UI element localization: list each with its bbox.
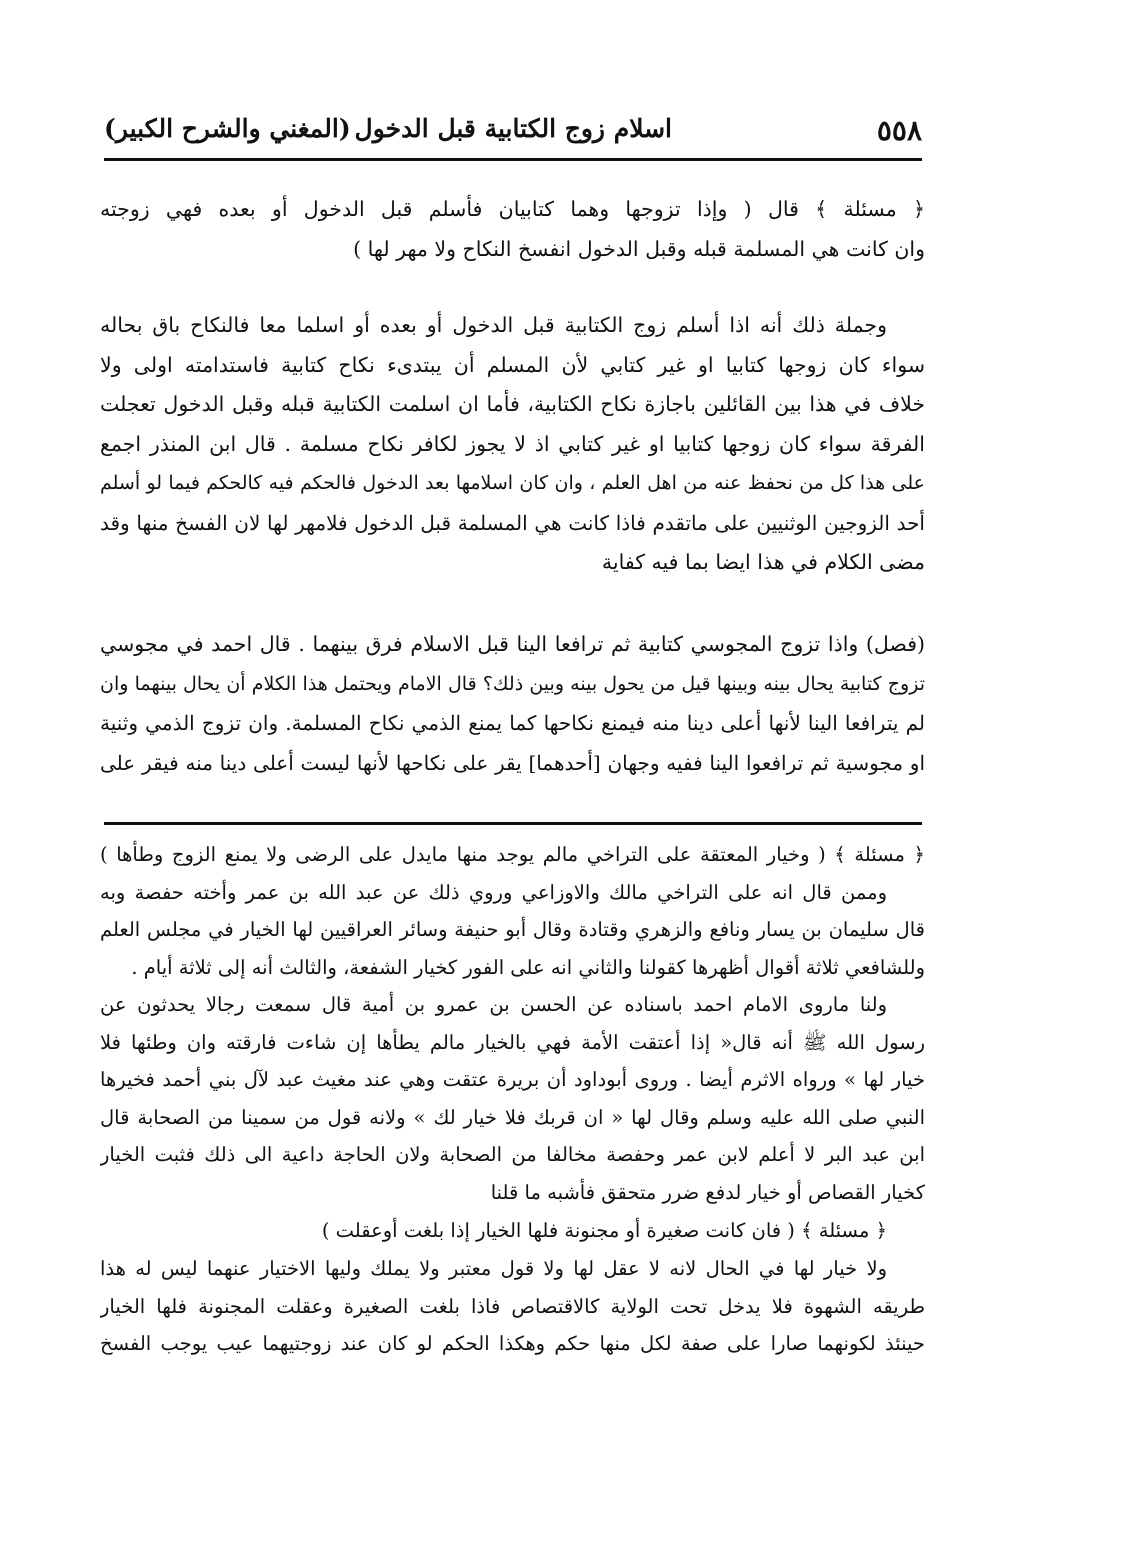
- text-line: تزوج كتابية يحال بينه وبينها قيل من يحول بينه وبين ذلك؟ قال الامام ويحتمل هذا الكلام أن يحال بينهما وان: [100, 672, 925, 695]
- page-header: [104, 112, 922, 162]
- footnote-rule: [104, 822, 922, 825]
- text-line: حينئذ لكونهما صارا على صفة لكل منها حكم وهكذا الحكم لو كان عند زوجتيهما عيب يوجب الفسخ: [100, 1332, 925, 1355]
- text-line: أحد الزوجين الوثنيين على ماتقدم فاذا كانت هي المسلمة قبل الدخول فلامهر لها لان الفسخ منها وقد: [100, 510, 925, 535]
- text-line: خيار لها » ورواه الاثرم أيضا . وروى أبوداود أن بريرة عتقت وهي عند مغيث عبد لآل بني أحمد فخيرها: [100, 1068, 925, 1091]
- text-line: خلاف في هذا بين القائلين باجازة نكاح الكتابية، فأما ان اسلمت الكتابية قبله وقبل الدخول تعجلت: [100, 392, 925, 416]
- page-number: ٥٥٨: [876, 114, 922, 147]
- text-line: النبي صلى الله عليه وسلم وقال لها « ان قربك فلا خيار لك » ولانه قول من سمينا من الصحابة قال: [100, 1105, 925, 1129]
- text-line: مضى الكلام في هذا ايضا بما فيه كفاية: [601, 550, 925, 574]
- text-line: على هذا كل من نحفظ عنه من اهل العلم ، وان كان اسلامها بعد الدخول فالحكم فيه كالحكم فيما لو أسلم: [100, 472, 925, 494]
- text-line: ﴿ مسئلة ﴾ ( وخيار المعتقة على التراخي مالم يوجد منها مايدل على الرضى ولا يمنع الزوج وطأها ): [100, 843, 925, 866]
- sharh-masala-2: [100, 1212, 925, 1250]
- running-title: اسلام زوج الكتابية قبل الدخول: [354, 114, 672, 143]
- text-line: قال سليمان بن يسار ونافع والزهري وقتادة وقال أبو حنيفة وسائر العراقيين لها الخيار في مجلس العلم: [100, 918, 925, 941]
- text-line: كخيار القصاص أو خيار لدفع ضرر متحقق فأشبه ما قلنا: [490, 1180, 925, 1204]
- main-masala: [100, 190, 925, 269]
- text-line: ولنا ماروى الامام احمد باسناده عن الحسن بن عمرو بن أمية قال سمعت رجالا يحدثون عن: [100, 993, 887, 1016]
- text-line: وممن قال انه على التراخي مالك والاوزاعي وروي ذلك عن عبد الله بن عمر وأخته حفصة وبه: [100, 880, 887, 904]
- book-title: (المغني والشرح الكبير): [104, 114, 351, 143]
- text-line: لم يترافعا الينا لأنها أعلى دينا منه فيمنع نكاحها كما يمنع الذمي نكاح المسلمة. وان تزوج الذمي وثنية: [100, 711, 925, 735]
- text-line: سواء كان زوجها كتابيا او غير كتابي لأن المسلم أن يبتدىء نكاح كتابية فاستدامته اولى ولا: [100, 352, 925, 377]
- sharh-masala-1: [100, 836, 925, 986]
- text-line: الفرقة سواء كان زوجها كتابيا او غير كتابي اذ لا يجوز لكافر نكاح مسلمة . قال ابن المنذر اجمع: [100, 431, 925, 456]
- main-commentary: [100, 306, 925, 583]
- sharh-final: [100, 1250, 925, 1363]
- text-line: طريقه الشهوة فلا يدخل تحت الولاية كالاقتصاص فاذا بلغت الصغيرة وعقلت المجنونة فلها الخيار: [100, 1294, 925, 1318]
- text-line: وان كانت هي المسلمة قبله وقبل الدخول انفسخ النكاح ولا مهر لها ): [353, 236, 925, 261]
- text-line: ولا خيار لها في الحال لانه لا عقل لها ولا قول معتبر ولا يملك وليها الاختيار عنهما ليس له هذا: [100, 1257, 887, 1280]
- text-line: او مجوسية ثم ترافعوا الينا ففيه وجهان [أحدهما] يقر على نكاحها لأنها ليست أعلى دينا منه فيقر على: [100, 750, 925, 775]
- text-line: ابن عبد البر لا أعلم لابن عمر وحفصة مخالفا من الصحابة ولان الحاجة داعية الى ذلك فثبت الخيار: [100, 1143, 925, 1166]
- sharh-evidence: [100, 986, 925, 1211]
- main-fasl: [100, 625, 925, 783]
- header-rule: [104, 158, 922, 161]
- text-line: وللشافعي ثلاثة أقوال أظهرها كقولنا والثاني انه على الفور كخيار الشفعة، والثالث أنه إلى ثلاثة أيام .: [131, 955, 925, 979]
- text-line: وجملة ذلك أنه اذا أسلم زوج الكتابية قبل الدخول أو بعده أو اسلما معا فالنكاح باق بحاله: [100, 313, 887, 337]
- text-line: ﴿ مسئلة ﴾ قال ( وإذا تزوجها وهما كتابيان فأسلم قبل الدخول أو بعده فهي زوجته: [100, 197, 925, 221]
- text-line: ﴿ مسئلة ﴾ ( فان كانت صغيرة أو مجنونة فلها الخيار إذا بلغت أوعقلت ): [321, 1219, 887, 1242]
- text-line: رسول الله ﷺ أنه قال« إذا أعتقت الأمة فهي بالخيار مالم يطأها إن شاءت فارقته وان وطئها فلا: [100, 1030, 925, 1054]
- text-line: (فصل) واذا تزوج المجوسي كتابية ثم ترافعا الينا قبل الاسلام فرق بينهما . قال احمد في مجوسي: [100, 632, 925, 656]
